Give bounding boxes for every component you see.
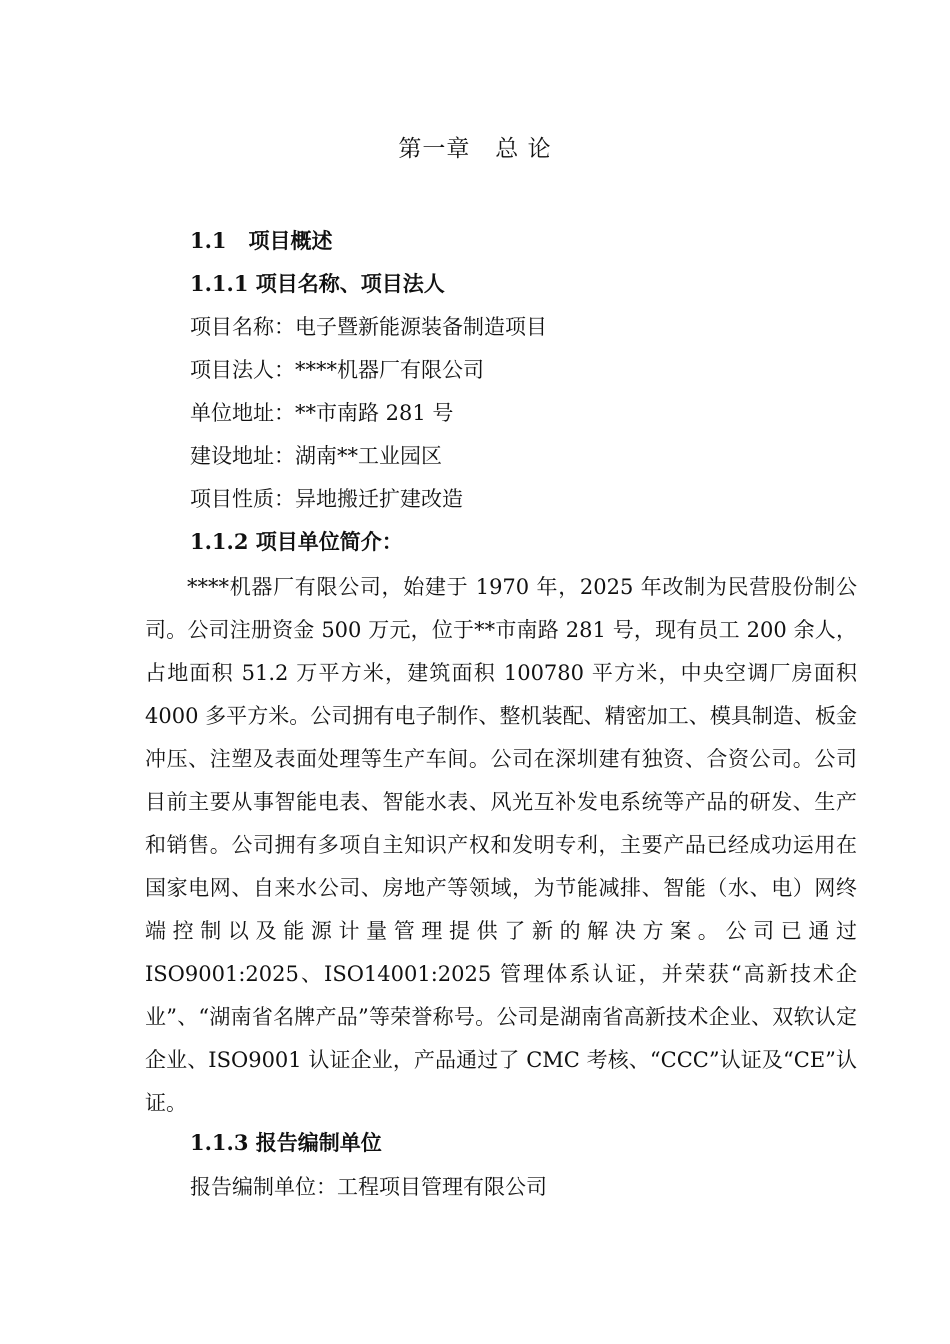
company-intro-paragraph: ****机器厂有限公司，始建于 1970 年，2025 年改制为民营股份制公司。公司注册资金 500 万元，位于**市南路 281 号，现有员工 200 余人，占地面积 51.2 万平方米，建筑面积 100780 平方米，中央空调厂房面积 4000 多平方米。公司拥有电子制作、整机装配、精密加工、模具制造、板金冲压、注塑及表面处理等生产车间。公司在深圳建有独资、合资公司。公司目前主要从事智能电表、智能水表、风光互补发电系统等产品的研发、生产和销售。公司拥有多项自主知识产权和发明专利，主要产品已经成功运用在国家电网、自来水公司、房地产等领域，为节能减排、智能（水、电）网终端控制以及能源计量管理提供了新的解决方案。公司已通过 ISO9001:2025、ISO14001:2025 管理体系认证，并荣获“高新技术企业”、“湖南省名牌产品”等荣誉称号。公司是湖南省高新技术企业、双软认定企业、ISO9001 认证企业，产品通过了 CMC 考核、“CCC”认证及“CE”认证。 bbox=[145, 575, 857, 1115]
project-nature-line: 项目性质：异地搬迁扩建改造 bbox=[190, 487, 463, 511]
section-heading-1-1-2: 1.1.2 项目单位简介： bbox=[190, 529, 403, 554]
section-heading-1-1: 1.1 项目概述 bbox=[190, 228, 333, 253]
unit-address-line: 单位地址：**市南路 281 号 bbox=[190, 401, 454, 425]
build-address-line: 建设地址：湖南**工业园区 bbox=[190, 444, 442, 468]
project-name-line: 项目名称：电子暨新能源装备制造项目 bbox=[190, 315, 547, 339]
section-heading-1-1-3: 1.1.3 报告编制单位 bbox=[190, 1130, 382, 1155]
chapter-title: 第一章 总 论 bbox=[398, 136, 552, 162]
project-legal-person-line: 项目法人：****机器厂有限公司 bbox=[190, 358, 484, 382]
section-heading-1-1-1: 1.1.1 项目名称、项目法人 bbox=[190, 271, 445, 296]
report-unit-line: 报告编制单位：工程项目管理有限公司 bbox=[190, 1175, 547, 1199]
